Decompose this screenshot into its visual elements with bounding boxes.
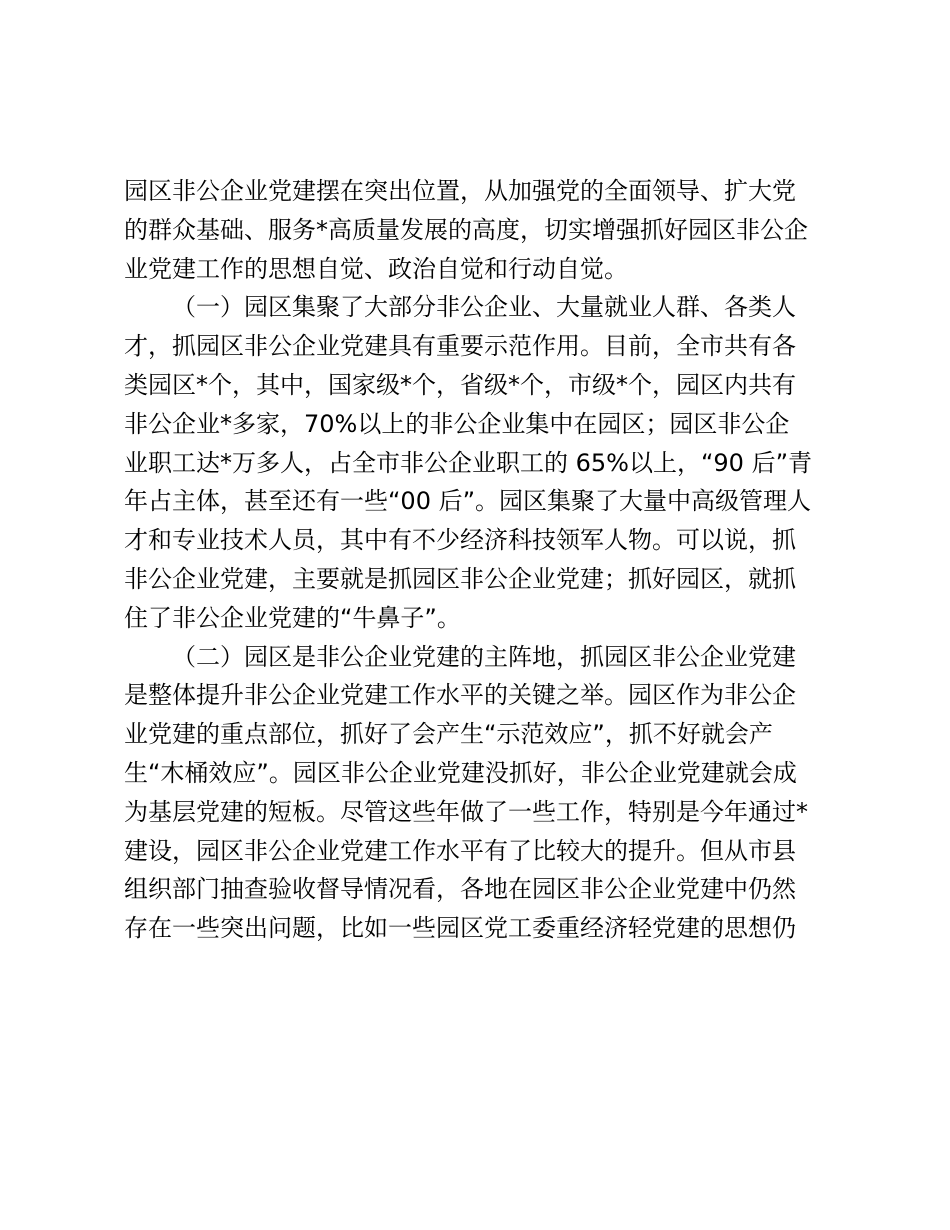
text-line: 生“木桶效应”。园区非公企业党建没抓好，非公企业党建就会成 [124,758,797,787]
text-line: 非公企业*多家，70%以上的非公企业集中在园区；园区非公企 [124,409,790,438]
text-line: 的群众基础、服务*高质量发展的高度，切实增强抓好园区非公企 [124,215,808,244]
text-line: 非公企业党建，主要就是抓园区非公企业党建；抓好园区，就抓 [124,564,796,593]
text-line: 业党建的重点部位，抓好了会产生“示范效应”，抓不好就会产 [124,720,773,749]
text-line: 类园区*个，其中，国家级*个，省级*个，市级*个，园区内共有 [124,370,796,399]
paragraph-first-line: （二）园区是非公企业党建的主阵地，抓园区非公企业党建 [172,642,796,671]
paragraph-first-line: （一）园区集聚了大部分非公企业、大量就业人群、各类人 [172,293,796,322]
text-line: 存在一些突出问题，比如一些园区党工委重经济轻党建的思想仍 [124,914,796,943]
text-line: 年占主体，甚至还有一些“00 后”。园区集聚了大量中高级管理人 [124,487,812,516]
text-line: 才和专业技术人员，其中有不少经济科技领军人物。可以说，抓 [124,526,796,555]
text-line: 为基层党建的短板。尽管这些年做了一些工作，特别是今年通过* [124,797,808,826]
document-body [124,172,834,948]
text-line: 住了非公企业党建的“牛鼻子”。 [124,603,461,632]
text-line: 园区非公企业党建摆在突出位置，从加强党的全面领导、扩大党 [124,177,796,205]
text-line: 业党建工作的思想自觉、政治自觉和行动自觉。 [124,254,628,283]
text-line: 建设，园区非公企业党建工作水平有了比较大的提升。但从市县 [124,836,796,865]
text-line: 是整体提升非公企业党建工作水平的关键之举。园区作为非公企 [124,681,796,710]
text-line: 才，抓园区非公企业党建具有重要示范作用。目前，全市共有各 [124,332,796,361]
text-line: 组织部门抽查验收督导情况看，各地在园区非公企业党建中仍然 [124,875,796,904]
text-line: 业职工达*万多人，占全市非公企业职工的 65%以上，“90 后”青 [124,448,813,477]
